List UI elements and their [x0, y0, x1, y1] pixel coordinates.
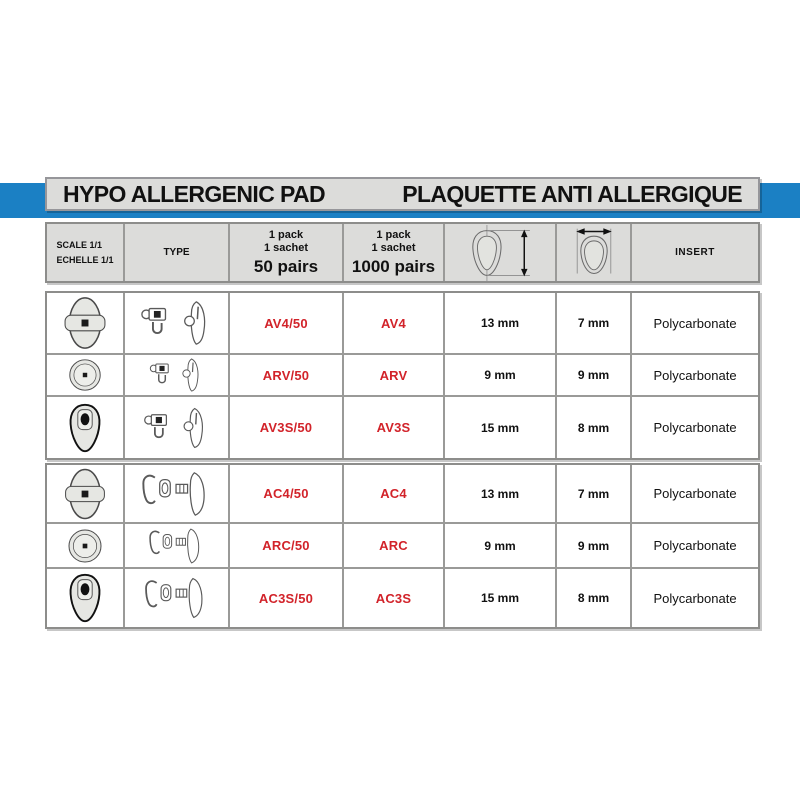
product-code: ARC: [379, 538, 408, 553]
height-value: 15 mm: [480, 591, 520, 605]
height-value: 13 mm: [480, 316, 520, 330]
pad-scale-cell: [47, 569, 123, 627]
height-value: 9 mm: [484, 538, 516, 553]
width-value: 9 mm: [577, 368, 610, 382]
width-value: 9 mm: [577, 538, 610, 553]
pad-scale-cell: [47, 397, 123, 458]
height-value: 13 mm: [480, 486, 520, 501]
height-cell: [445, 355, 555, 395]
pack50-line3: 50 pairs: [253, 256, 319, 276]
pack50-line1: 1 pack: [268, 228, 304, 241]
pad-table-group-screw: [45, 291, 760, 460]
code-1000-cell: [344, 397, 443, 458]
height-value: 15 mm: [480, 420, 520, 435]
pack1000-line1: 1 pack: [376, 228, 411, 241]
product-code: AC3S/50: [258, 590, 314, 606]
round-pad-icon: [65, 356, 105, 394]
pad-type-cell: [125, 397, 228, 458]
scale-label-fr: ECHELLE 1/1: [56, 254, 114, 265]
code-1000-cell: [344, 355, 443, 395]
pad-scale-cell: [47, 355, 123, 395]
pack1000-line3: 1000 pairs: [351, 256, 436, 276]
code-1000-cell: [344, 524, 443, 567]
insert-material: Polycarbonate: [653, 420, 737, 435]
title-bar: [45, 177, 760, 211]
insert-cell: [632, 465, 758, 522]
oval-bridge-pad-icon: [59, 295, 111, 351]
width-value: 7 mm: [577, 316, 610, 330]
code-50-cell: [230, 355, 342, 395]
pad-scale-cell: [47, 293, 123, 353]
type-label: TYPE: [163, 247, 190, 258]
insert-label: INSERT: [675, 247, 715, 258]
code-1000-cell: [344, 293, 443, 353]
pad-scale-cell: [47, 465, 123, 522]
pack50-line2: 1 sachet: [263, 241, 309, 254]
height-cell: [445, 524, 555, 567]
width-cell: [557, 465, 630, 522]
insert-material: Polycarbonate: [653, 486, 737, 501]
header-height-dimension: [445, 224, 555, 281]
insert-cell: [632, 397, 758, 458]
title-french: PLAQUETTE ANTI ALLERGIQUE: [402, 180, 742, 207]
title-english: HYPO ALLERGENIC PAD: [63, 180, 326, 207]
teardrop-pad-icon: [61, 399, 109, 457]
code-1000-cell: [344, 569, 443, 627]
height-cell: [445, 465, 555, 522]
insert-cell: [632, 355, 758, 395]
screw-clip-icon: [139, 356, 215, 394]
width-cell: [557, 293, 630, 353]
insert-material: Polycarbonate: [653, 538, 737, 553]
pad-height-dimension-icon: [452, 225, 548, 281]
width-value: 8 mm: [577, 591, 610, 605]
height-value: 9 mm: [484, 368, 516, 382]
header-insert: [632, 224, 758, 281]
header-type: [125, 224, 228, 281]
column-header-row: [45, 222, 760, 283]
product-code: AV3S/50: [259, 420, 313, 435]
pack1000-line2: 1 sachet: [371, 241, 416, 254]
code-50-cell: [230, 397, 342, 458]
oval-bridge-pad-icon: [59, 467, 111, 521]
width-cell: [557, 355, 630, 395]
crimp-hook-icon: [139, 526, 215, 566]
code-1000-cell: [344, 465, 443, 522]
header-scale: [47, 224, 123, 281]
pad-type-cell: [125, 465, 228, 522]
code-50-cell: [230, 569, 342, 627]
code-50-cell: [230, 293, 342, 353]
width-value: 8 mm: [577, 420, 610, 435]
pad-table-group-crimp: [45, 463, 760, 629]
crimp-hook-icon: [135, 469, 219, 519]
product-code: AV4: [381, 315, 406, 331]
pad-type-cell: [125, 524, 228, 567]
product-code: ARC/50: [262, 538, 310, 553]
round-pad-icon: [64, 526, 106, 566]
pad-type-cell: [125, 293, 228, 353]
insert-material: Polycarbonate: [653, 590, 737, 606]
product-code: AC3S: [375, 590, 412, 606]
width-cell: [557, 569, 630, 627]
header-pack-1000: [344, 224, 443, 281]
screw-clip-icon: [137, 405, 217, 451]
pad-type-cell: [125, 355, 228, 395]
insert-cell: [632, 524, 758, 567]
code-50-cell: [230, 524, 342, 567]
product-code: AV3S: [376, 420, 411, 435]
insert-cell: [632, 293, 758, 353]
height-cell: [445, 397, 555, 458]
insert-material: Polycarbonate: [653, 315, 737, 331]
teardrop-pad-icon: [61, 570, 109, 626]
product-code: AC4/50: [263, 486, 309, 501]
insert-material: Polycarbonate: [653, 367, 737, 383]
pad-type-cell: [125, 569, 228, 627]
scale-label-en: SCALE 1/1: [56, 239, 102, 250]
product-code: ARV: [379, 367, 408, 383]
crimp-hook-icon: [137, 575, 217, 621]
insert-cell: [632, 569, 758, 627]
width-cell: [557, 524, 630, 567]
screw-clip-icon: [135, 298, 219, 348]
pad-width-dimension-icon: [563, 225, 625, 281]
width-value: 7 mm: [577, 486, 610, 501]
header-pack-50: [230, 224, 342, 281]
header-width-dimension: [557, 224, 630, 281]
height-cell: [445, 569, 555, 627]
width-cell: [557, 397, 630, 458]
product-code: ARV/50: [262, 367, 310, 383]
product-code: AC4: [380, 486, 407, 501]
code-50-cell: [230, 465, 342, 522]
product-code: AV4/50: [264, 315, 308, 331]
pad-scale-cell: [47, 524, 123, 567]
height-cell: [445, 293, 555, 353]
